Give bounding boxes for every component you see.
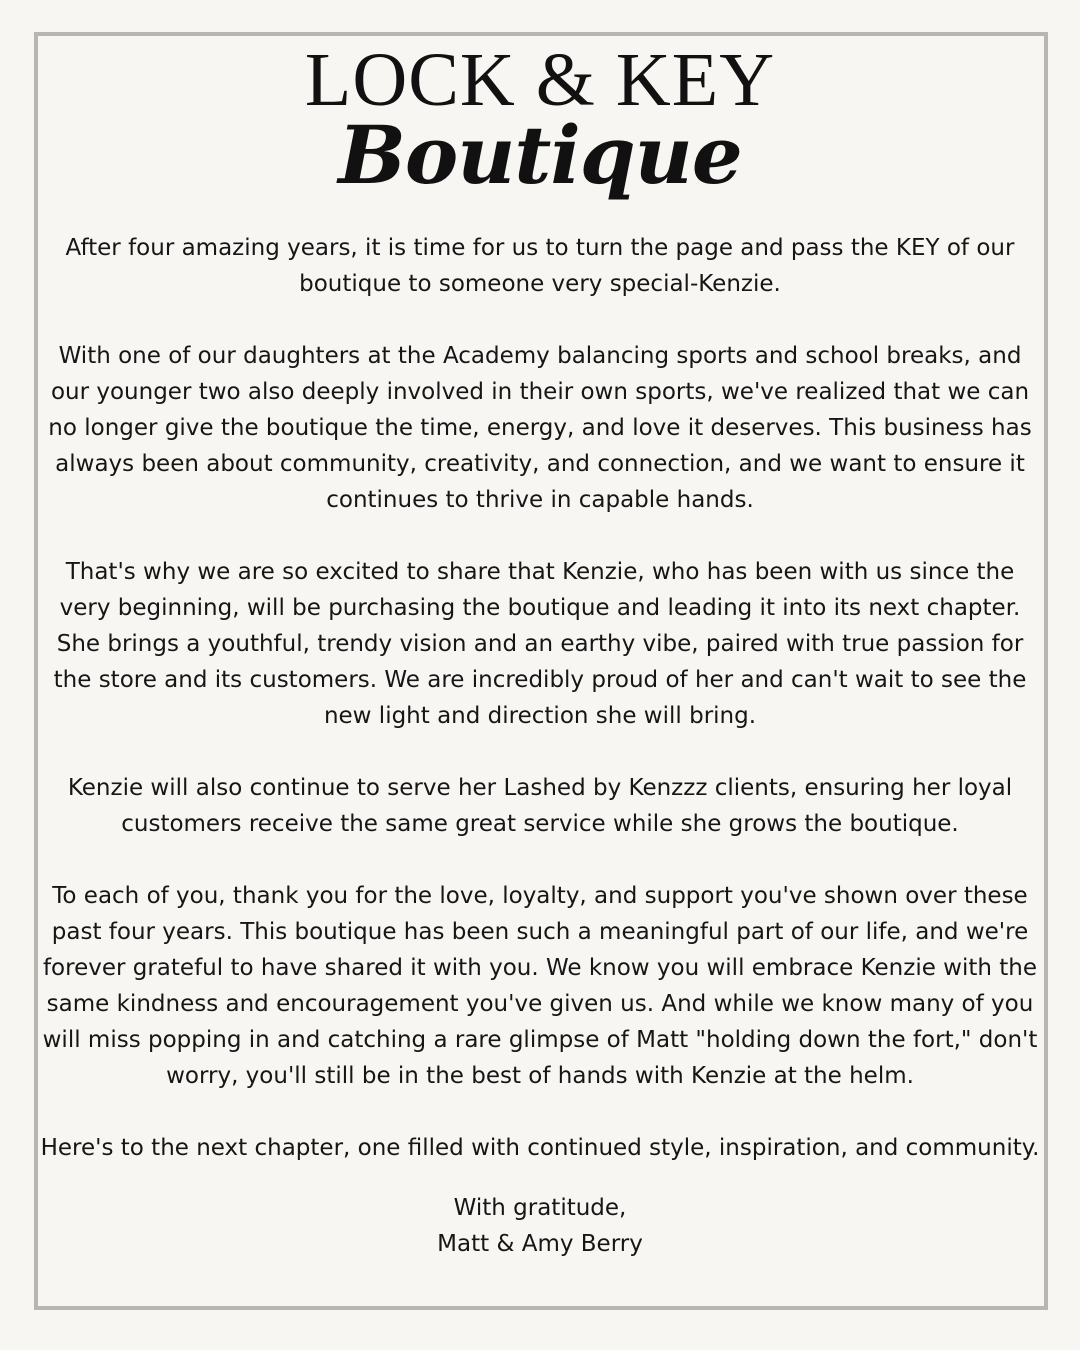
signature — [38, 1190, 1042, 1262]
announcement-letter — [38, 230, 1042, 1262]
signature-names: Matt & Amy Berry — [437, 1231, 643, 1257]
paragraph-reason: With one of our daughters at the Academy balancing sports and school breaks, and our younger two also deeply involved in their own sports, we've realized that we can no longer give the boutique the time, energy, and love it deserves. This business has always been about community, creativity, and connection, and we want to ensure it continues to thrive in capable hands. — [48, 343, 1032, 513]
logo-lock-and-key: LOCK & KEY — [304, 38, 776, 122]
paragraph-lashes: Kenzie will also continue to serve her Lashed by Kenzzz clients, ensuring her loyal customers receive the same great service while she grows the boutique. — [67, 775, 1013, 837]
paragraph-toast: Here's to the next chapter, one filled with continued style, inspiration, and community. — [40, 1135, 1040, 1161]
signature-closing: With gratitude, — [453, 1195, 627, 1221]
paragraph-intro: After four amazing years, it is time for us to turn the page and pass the KEY of our boutique to someone very special-Kenzie. — [65, 235, 1015, 297]
boutique-logo — [0, 38, 1080, 200]
paragraph-thanks: To each of you, thank you for the love, loyalty, and support you've shown over these past four years. This boutique has been such a meaningful part of our life, and we're forever grateful to have shared it with you. We know you will embrace Kenzie with the same kindness and encouragement you've given us. And while we know many of you will miss popping in and catching a rare glimpse of Matt "holding down the fort," don't worry, you'll still be in the best of hands with Kenzie at the helm. — [42, 883, 1038, 1089]
logo-boutique-script: Boutique — [338, 108, 742, 202]
paragraph-kenzie: That's why we are so excited to share that Kenzie, who has been with us since the very beginning, will be purchasing the boutique and leading it into its next chapter. She brings a youthful, trendy vision and an earthy vibe, paired with true passion for the store and its customers. We are incredibly proud of her and can't wait to see the new light and direction she will bring. — [53, 559, 1027, 729]
